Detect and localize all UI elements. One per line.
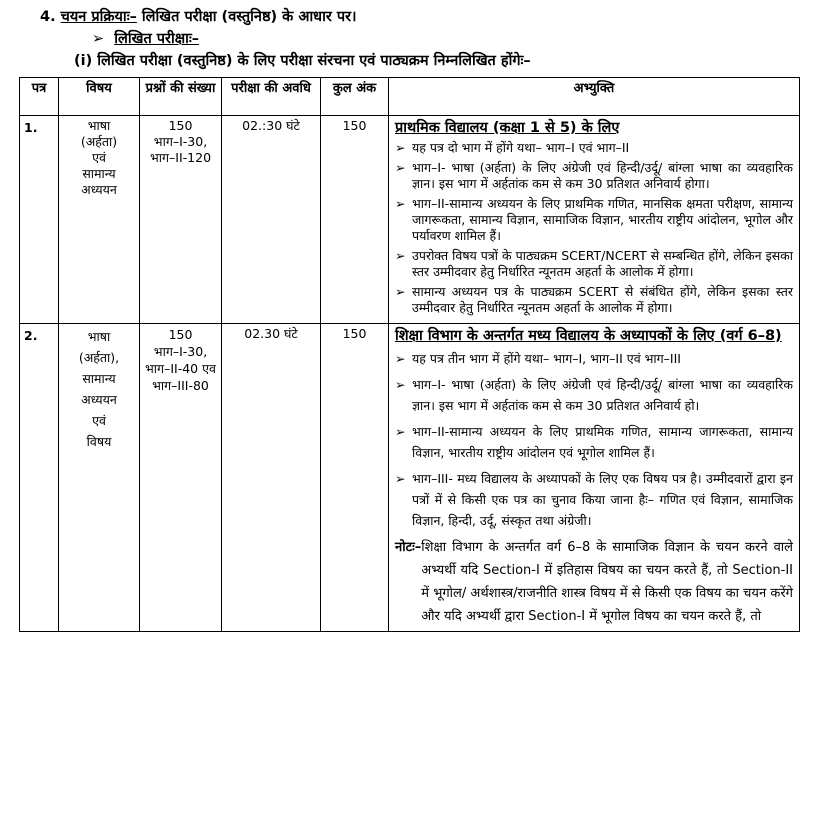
subject-line: अध्ययन — [81, 182, 117, 197]
paper-number: 1. — [20, 116, 59, 324]
questions-line: भाग–II-40 एव — [145, 361, 216, 376]
table-row — [20, 116, 800, 324]
arrow-bullet-icon: ➢ — [395, 471, 406, 486]
list-item-text: उपरोक्त विषय पत्रों के पाठ्यक्रम SCERT/NCERT से सम्बन्धित होंगे, लेकिन इसका स्तर उम्मीदवार हेतु निर्धारित न्यूनतम अहर्ता के आलोक में होगा। — [412, 248, 793, 279]
list-item — [395, 196, 793, 244]
subject-cell — [59, 324, 140, 632]
list-item-text: भाग–I- भाषा (अर्हता) के लिए अंग्रेजी एवं हिन्दी/उर्दू/ बांग्ला भाषा का व्यवहारिक ज्ञान। इस भाग में अर्हतांक कम से कम 30 प्रतिशत अनिवार्य हो। — [412, 377, 793, 413]
marks-cell: 150 — [321, 324, 389, 632]
section-title: चयन प्रक्रियाः– — [60, 9, 137, 25]
subject-line: (अर्हता), — [78, 350, 120, 365]
subject-line: एवं — [92, 413, 106, 428]
arrow-bullet-icon: ➢ — [395, 248, 406, 263]
header-paper: पत्र — [20, 78, 59, 116]
sub-heading-title: लिखित परीक्षाः– — [114, 31, 200, 47]
questions-line: भाग–III-80 — [152, 378, 209, 393]
questions-line: भाग–I-30, — [153, 134, 208, 149]
arrow-bullet-icon: ➢ — [395, 284, 406, 299]
syllabus-table — [19, 77, 800, 632]
arrow-bullet-icon: ➢ — [395, 351, 406, 366]
arrow-bullet-icon: ➢ — [395, 377, 406, 392]
arrow-bullet-icon: ➢ — [395, 160, 406, 175]
arrow-bullet-icon: ➢ — [395, 424, 406, 439]
arrow-bullet-icon: ➢ — [92, 31, 105, 47]
subject-line: विषय — [86, 434, 112, 449]
intro-line: (i) लिखित परीक्षा (वस्तुनिष्ठ) के लिए परीक्षा संरचना एवं पाठ्यक्रम निम्नलिखित होंगेः– — [74, 53, 531, 69]
remarks-heading: शिक्षा विभाग के अन्तर्गत मध्य विद्यालय के अध्यापकों के लिए (वर्ग 6–8) — [395, 328, 782, 344]
section-heading — [40, 6, 357, 26]
list-item — [395, 421, 793, 463]
list-item-text: यह पत्र दो भाग में होंगे यथा– भाग–I एवं भाग–II — [412, 140, 630, 155]
header-marks: कुल अंक — [321, 78, 389, 116]
duration-cell: 02.:30 घंटे — [222, 116, 321, 324]
subject-line: एवं — [92, 150, 106, 165]
questions-line: भाग–I-30, — [153, 344, 208, 359]
marks-cell: 150 — [321, 116, 389, 324]
paper-number: 2. — [20, 324, 59, 632]
questions-line: भाग–II-120 — [149, 150, 212, 165]
subject-line: अध्ययन — [81, 392, 117, 407]
questions-cell — [140, 324, 222, 632]
arrow-bullet-icon: ➢ — [395, 140, 406, 155]
list-item-text: भाग–I- भाषा (अर्हता) के लिए अंग्रेजी एवं हिन्दी/उर्दू/ बांग्ला भाषा का व्यवहारिक ज्ञान। इस भाग में अर्हतांक कम से कम 30 प्रतिशत अनिवार्य होगा। — [412, 160, 793, 191]
questions-line: 150 — [168, 327, 193, 342]
list-item — [395, 348, 793, 369]
note-block — [395, 536, 793, 628]
remarks-cell — [389, 324, 800, 632]
header-subject: विषय — [59, 78, 140, 116]
subject-cell — [59, 116, 140, 324]
list-item-text: यह पत्र तीन भाग में होंगे यथा– भाग–I, भाग–II एवं भाग–III — [412, 351, 681, 366]
list-item — [395, 160, 793, 192]
list-item-text: भाग–II-सामान्य अध्ययन के लिए प्राथमिक गणित, मानसिक क्षमता परीक्षण, सामान्य जागरूकता, सामान्य विज्ञान, सामाजिक विज्ञान, भारतीय राष्ट्रीय आंदोलन, भूगोल और पर्यावरण शामिल हैं। — [412, 196, 793, 243]
subject-line: भाषा — [87, 118, 111, 133]
remarks-cell — [389, 116, 800, 324]
list-item — [395, 248, 793, 280]
section-title-rest: लिखित परीक्षा (वस्तुनिष्ठ) के आधार पर। — [136, 9, 357, 25]
list-item — [395, 374, 793, 416]
subject-line: भाषा — [87, 329, 111, 344]
sub-heading — [92, 28, 199, 48]
list-item-text: भाग–II-सामान्य अध्ययन के लिए प्राथमिक गणित, सामान्य जागरूकता, सामान्य विज्ञान, भारतीय राष्ट्रीय आंदोलन एवं भूगोल शामिल हैं। — [412, 424, 793, 460]
list-item-text: सामान्य अध्ययन पत्र के पाठ्यक्रम SCERT से संबंधित होंगे, लेकिन इसका स्तर उम्मीदवार हेतु निर्धारित न्यूनतम अहर्ता के आलोक में होगा। — [412, 284, 793, 315]
questions-line: 150 — [168, 118, 193, 133]
section-number: 4. — [40, 9, 56, 25]
questions-cell — [140, 116, 222, 324]
list-item-text: भाग–III- मध्य विद्यालय के अध्यापकों के लिए एक विषय पत्र है। उम्मीदवारों द्वारा इन पत्रों में से किसी एक पत्र का चुनाव किया जाना हैः– गणित एवं विज्ञान, सामाजिक विज्ञान, हिन्दी, उर्दू, संस्कृत तथा अंग्रेजी। — [412, 471, 793, 528]
note-text: शिक्षा विभाग के अन्तर्गत वर्ग 6–8 के सामाजिक विज्ञान के चयन करने वाले अभ्यर्थी यदि Section-I में इतिहास विषय का चयन करते हैं, तो Section-II में भूगोल/ अर्थशास्त्र/राजनीति शास्त्र विषय में से किसी एक विषय का चयन करेंगे और यदि अभ्यर्थी द्वारा Section-I में भूगोल विषय का चयन करते हैं, तो — [421, 540, 793, 624]
table-row — [20, 324, 800, 632]
duration-cell: 02.30 घंटे — [222, 324, 321, 632]
header-duration: परीक्षा की अवधि — [222, 78, 321, 116]
header-questions: प्रश्नों की संख्या — [140, 78, 222, 116]
arrow-bullet-icon: ➢ — [395, 196, 406, 211]
note-label: नोटः– — [395, 540, 422, 555]
list-item — [395, 468, 793, 531]
subject-line: सामान्य — [82, 371, 116, 386]
subject-line: (अर्हता) — [80, 134, 118, 149]
table-header-row — [20, 78, 800, 116]
remarks-heading: प्राथमिक विद्यालय (कक्षा 1 से 5) के लिए — [395, 120, 620, 136]
list-item — [395, 140, 793, 156]
subject-line: सामान्य — [82, 166, 116, 181]
header-remarks: अभ्युक्ति — [389, 78, 800, 116]
list-item — [395, 284, 793, 316]
